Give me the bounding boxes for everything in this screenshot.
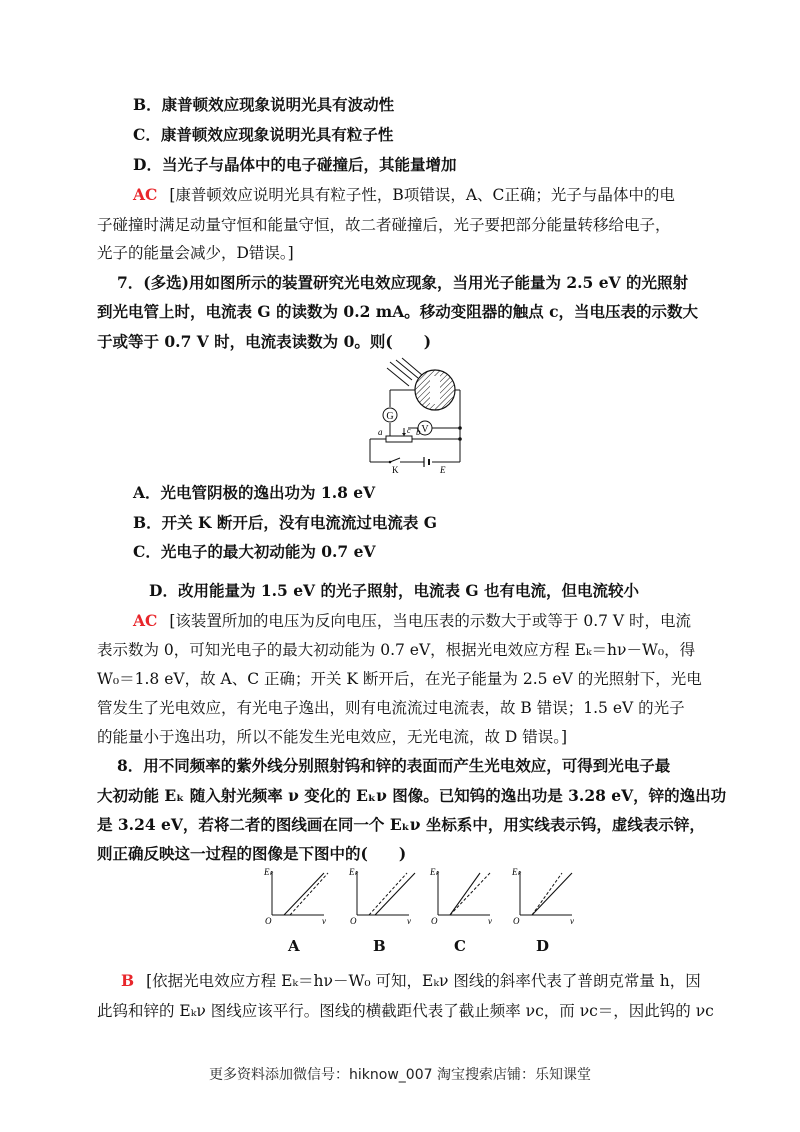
q7-stem-line1: 7．(多选)用如图所示的装置研究光电效应现象，当用光子能量为 2.5 eV 的光照射 <box>117 273 688 292</box>
y-axis-label: Eₖ <box>349 867 359 877</box>
battery-e-label: E <box>440 465 446 474</box>
q6-explanation-line3: 光子的能量会减少，D错误。] <box>97 244 294 262</box>
q7-option-d: D．改用能量为 1.5 eV 的光子照射，电流表 G 也有电流，但电流较小 <box>149 581 640 600</box>
q6-answer: AC <box>133 185 158 204</box>
y-axis-label: Eₖ <box>430 867 440 877</box>
x-axis-label: ν <box>407 916 411 925</box>
q7-exp-text1: [该装置所加的电压为反向电压，当电压表的示数大于或等于 0.7 V 时，电流 <box>169 612 692 630</box>
q8-answer: B <box>121 971 135 990</box>
q7-stem-line2: 到光电管上时，电流表 G 的读数为 0.2 mA。移动变阻器的触点 c，当电压表的示数大 <box>97 302 699 321</box>
graph-option-b <box>347 865 417 925</box>
graph-option-label-b: B <box>373 937 386 955</box>
zinc-line <box>290 873 328 915</box>
q7-option-b: B．开关 K 断开后，没有电流流过电流表 G <box>133 513 437 532</box>
q8-explanation-line2: 此钨和锌的 Eₖν 图线应该平行。图线的横截距代表了截止频率 νc，而 νc＝，因此钨的 νc <box>97 1002 714 1020</box>
terminal-b-label: b <box>416 427 421 437</box>
rheostat <box>386 436 412 442</box>
q7-option-a: A．光电管阴极的逸出功为 1.8 eV <box>133 483 376 502</box>
q8-stem-line4: 则正确反映这一过程的图像是下图中的( ) <box>97 844 407 863</box>
origin-label: O <box>350 916 357 925</box>
x-axis-label: ν <box>488 916 492 925</box>
galvanometer-label: G <box>386 411 394 422</box>
q8-stem-line1: 8．用不同频率的紫外线分别照射钨和锌的表面而产生光电效应，可得到光电子最 <box>117 756 671 775</box>
q6-exp-text1: [康普顿效应说明光具有粒子性，B项错误，A、C正确；光子与晶体中的电 <box>169 186 675 204</box>
x-axis-label: ν <box>570 916 574 925</box>
origin-label: O <box>431 916 438 925</box>
q6-option-b: B．康普顿效应现象说明光具有波动性 <box>133 95 395 114</box>
q7-stem-line3: 于或等于 0.7 V 时，电流表读数为 0。则( ) <box>97 332 432 351</box>
tungsten-line <box>375 873 415 915</box>
tungsten-line <box>284 873 324 915</box>
graph-option-c <box>428 865 498 925</box>
zinc-line <box>450 873 490 915</box>
x-axis-label: ν <box>322 916 326 925</box>
switch-k-label: K <box>392 465 399 474</box>
q7-answer: AC <box>133 611 158 630</box>
tungsten-line <box>450 873 480 915</box>
q8-explanation-line1 <box>121 970 701 992</box>
footer-promo: 更多资料添加微信号：hiknow_007 淘宝搜索店铺：乐知课堂 <box>209 1067 591 1083</box>
photoelectric-circuit-diagram <box>360 354 470 474</box>
q7-explanation-line5: 的能量小于逸出功，所以不能发生光电效应，无光电流，故 D 错误。] <box>97 728 568 746</box>
graph-option-a <box>262 865 332 925</box>
origin-label: O <box>265 916 272 925</box>
q8-exp-text1: [依据光电效应方程 Eₖ＝hν－W₀ 可知，Eₖν 图线的斜率代表了普朗克常量 h，因 <box>146 972 701 990</box>
q6-explanation-line2: 子碰撞时满足动量守恒和能量守恒，故二者碰撞后，光子要把部分能量转移给电子， <box>97 216 671 234</box>
graph-option-label-c: C <box>454 937 466 955</box>
q7-explanation-line3: W₀＝1.8 eV，故 A、C 正确；开关 K 断开后，在光子能量为 2.5 eV 的光照射下，光电 <box>97 670 702 688</box>
tungsten-line <box>532 873 572 915</box>
graph-option-d <box>510 865 580 925</box>
graph-option-label-a: A <box>288 937 300 955</box>
q8-stem-line2: 大初动能 Eₖ 随入射光频率 ν 变化的 Eₖν 图像。已知钨的逸出功是 3.28 eV，锌的逸出功 <box>97 786 727 805</box>
q7-explanation-line4: 管发生了光电效应，有光电子逸出，则有电流流过电流表，故 B 错误；1.5 eV 的光子 <box>97 699 685 717</box>
q6-option-c: C．康普顿效应现象说明光具有粒子性 <box>133 125 394 144</box>
q7-option-c: C．光电子的最大初动能为 0.7 eV <box>133 542 376 561</box>
y-axis-label: Eₖ <box>512 867 522 877</box>
zinc-line <box>369 873 407 915</box>
q8-stem-line3: 是 3.24 eV，若将二者的图线画在同一个 Eₖν 坐标系中，用实线表示钨，虚线表示锌， <box>97 815 705 834</box>
terminal-a-label: a <box>378 427 383 437</box>
y-axis-label: Eₖ <box>264 867 274 877</box>
q7-explanation-line1 <box>133 610 691 632</box>
contact-c-label: c <box>407 426 411 435</box>
graph-option-label-d: D <box>536 937 550 955</box>
q6-option-d: D．当光子与晶体中的电子碰撞后，其能量增加 <box>133 155 457 174</box>
q6-explanation-line1 <box>133 184 675 206</box>
voltmeter-label: V <box>421 424 429 435</box>
origin-label: O <box>513 916 520 925</box>
zinc-line <box>532 873 562 915</box>
q7-explanation-line2: 表示数为 0，可知光电子的最大初动能为 0.7 eV，根据光电效应方程 Eₖ＝hν－W₀，得 <box>97 641 696 659</box>
